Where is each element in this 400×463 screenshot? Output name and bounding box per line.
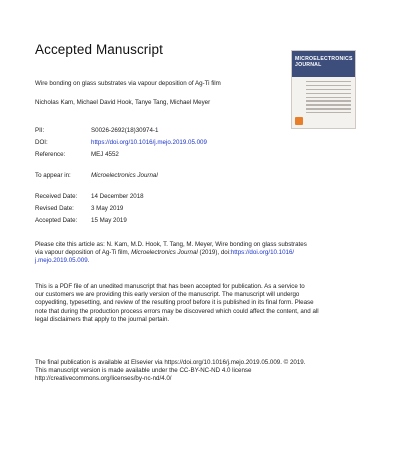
citation-line [35, 249, 373, 257]
journal-label: To appear in: [35, 172, 71, 179]
citation-line: Please cite this article as: N. Kam, M.D. Hook, T. Tang, M. Meyer, Wire bonding on glass substrates [35, 241, 307, 248]
accepted-date-row [35, 217, 127, 224]
article-authors: Nicholas Kam, Michael David Hook, Tanye Tang, Michael Meyer [35, 99, 211, 106]
revised-date-value: 3 May 2019 [91, 205, 124, 212]
accepted-date-label: Accepted Date: [35, 217, 78, 224]
disclaimer-line: legal disclaimers that apply to the journal pertain. [35, 315, 170, 323]
pii-label: PII: [35, 127, 45, 134]
citation-text: via vapour deposition of Ag-Ti film, [35, 249, 130, 257]
disclaimer-line: note that during the production process errors may be discovered which could affect the content, and all [35, 307, 319, 315]
journal-cover-image [291, 50, 356, 129]
citation-paragraph [35, 241, 373, 266]
reference-label: Reference: [35, 151, 66, 158]
license-line: The final publication is available at Elsevier via https://doi.org/10.1016/j.mejo.2019.05.009. © 2019. [35, 359, 306, 366]
journal-value: Microelectronics Journal [91, 172, 158, 179]
received-date-label: Received Date: [35, 193, 78, 200]
received-date-row [35, 193, 144, 200]
citation-doi-link-cont[interactable]: j.mejo.2019.05.009 [35, 257, 88, 265]
page-title: Accepted Manuscript [35, 42, 163, 57]
disclaimer-line: our customers we are providing this early version of the manuscript. The manuscript will undergo [35, 291, 300, 299]
disclaimer-paragraph [35, 283, 373, 324]
license-paragraph [35, 359, 373, 384]
pii-value: S0026-2692(18)30974-1 [91, 127, 159, 134]
disclaimer-line: This is a PDF file of an unedited manuscript that has been accepted for publication. As a service to [35, 283, 305, 290]
revised-date-label: Revised Date: [35, 205, 74, 212]
license-line: http://creativecommons.org/licenses/by-nc-nd/4.0/ [35, 375, 172, 383]
doi-row [35, 139, 207, 146]
journal-row [35, 172, 158, 179]
cover-journal-name [295, 56, 352, 68]
reference-value: MEJ 4552 [91, 151, 119, 158]
cover-title-line1: MICROELECTRONICS [295, 56, 353, 62]
doi-link[interactable]: https://doi.org/10.1016/j.mejo.2019.05.009 [91, 139, 207, 146]
cover-decoration [306, 81, 351, 116]
license-line: This manuscript version is made available under the CC-BY-NC-ND 4.0 license [35, 367, 252, 375]
pii-row [35, 127, 159, 134]
citation-text: (2019), doi: [199, 249, 231, 257]
doi-label: DOI: [35, 139, 48, 146]
elsevier-logo-icon [295, 117, 303, 125]
article-title: Wire bonding on glass substrates via vapour deposition of Ag-Ti film [35, 80, 221, 87]
citation-line [35, 257, 373, 265]
accepted-date-value: 15 May 2019 [91, 217, 127, 224]
received-date-value: 14 December 2018 [91, 193, 144, 200]
citation-text: . [87, 257, 90, 265]
disclaimer-line: copyediting, typesetting, and review of the resulting proof before it is published in its final form. Please [35, 299, 314, 307]
cover-title-line2: JOURNAL [295, 62, 322, 68]
revised-date-row [35, 205, 124, 212]
citation-journal: Microelectronics Journal [131, 249, 198, 257]
citation-doi-link[interactable]: https://doi.org/10.1016/ [230, 249, 295, 257]
reference-row [35, 151, 119, 158]
